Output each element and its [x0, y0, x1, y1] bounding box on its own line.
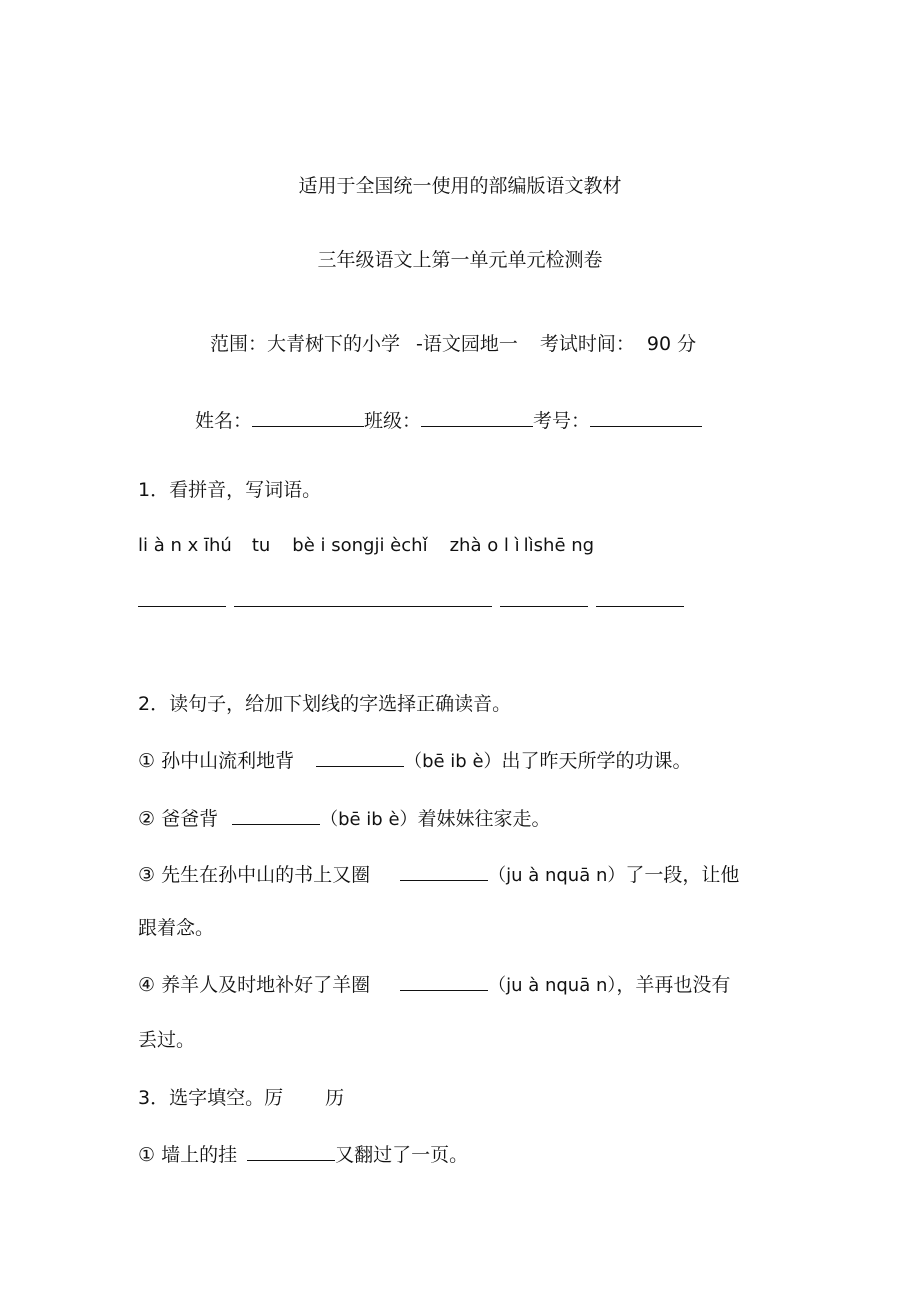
q1-title: 1．看拼音，写词语。	[138, 479, 322, 501]
name-blank[interactable]	[252, 408, 364, 427]
q1-pinyin	[138, 534, 594, 558]
q2-item2-options: （bē ib è）	[320, 809, 418, 830]
pinyin-5: ji è	[374, 535, 402, 556]
q2-item1-options: （bē ib è）	[404, 751, 502, 772]
q2-item4-blank[interactable]	[400, 972, 488, 991]
doc-subtitle: 三年级语文上第一单元单元检测卷	[317, 249, 603, 271]
pinyin-10: sh	[533, 535, 555, 556]
answer-blank-1[interactable]	[138, 606, 226, 607]
answer-blank-4[interactable]	[596, 606, 684, 607]
answer-blank-2[interactable]	[234, 606, 492, 607]
doc-title: 适用于全国统一使用的部编版语文教材	[298, 175, 622, 197]
q2-item-4	[138, 972, 730, 998]
name-label: 姓名：	[195, 410, 253, 432]
pinyin-2: hú	[208, 535, 232, 556]
q2-item3-cont: 跟着念。	[138, 917, 215, 939]
time-label: 考试时间：	[539, 333, 635, 355]
scope-label: 范围：大青树下的小学	[210, 333, 401, 355]
pinyin-4: bè i song	[292, 535, 375, 556]
q2-item-2	[138, 806, 551, 832]
pinyin-11: ē ng	[554, 535, 595, 556]
q2-item-3	[138, 862, 739, 888]
answer-blank-3[interactable]	[500, 606, 588, 607]
q2-item2-blank[interactable]	[232, 806, 320, 825]
q3-item-1	[138, 1142, 468, 1167]
q2-item3-text: ③ 先生在孙中山的书上又圈	[138, 864, 371, 886]
q3-item1-blank[interactable]	[247, 1142, 335, 1161]
class-label: 班级：	[364, 410, 422, 432]
q2-title: 2．读句子，给加下划线的字选择正确读音。	[138, 693, 512, 715]
scope-range: -语文园地一	[416, 333, 518, 355]
scope-line	[210, 332, 696, 356]
time-value: 90 分	[646, 333, 697, 355]
class-blank[interactable]	[421, 408, 533, 427]
q3-title-text: 3．选字填空。厉	[138, 1087, 284, 1109]
q2-item4-cont: 丢过。	[138, 1029, 196, 1051]
q3-item1-suffix: 又翻过了一页。	[335, 1144, 469, 1166]
id-blank[interactable]	[590, 408, 702, 427]
q3-option-2: 历	[325, 1087, 345, 1109]
pinyin-9: lì	[523, 535, 534, 556]
q2-item-1	[138, 748, 692, 774]
pinyin-7: zh	[449, 535, 471, 556]
pinyin-6: chǐ	[401, 535, 428, 556]
q2-item4-suffix: ，羊再也没有	[616, 974, 731, 996]
q2-item2-text: ② 爸爸背	[138, 808, 219, 830]
q2-item3-options: （ju à nquā n）	[488, 865, 626, 886]
q2-item3-blank[interactable]	[400, 862, 488, 881]
pinyin-1: li à n x ī	[138, 535, 209, 556]
q3-item1-text: ① 墙上的挂	[138, 1144, 238, 1166]
q2-item1-suffix: 出了昨天所学的功课。	[501, 750, 692, 772]
q2-item1-blank[interactable]	[316, 748, 404, 767]
student-info	[195, 408, 702, 433]
q2-item4-text: ④ 养羊人及时地补好了羊圈	[138, 974, 371, 996]
pinyin-3: tu	[251, 535, 271, 556]
q2-item3-suffix: 了一段，让他	[625, 864, 740, 886]
q2-item1-text: ① 孙中山流利地背	[138, 750, 295, 772]
q3-title	[138, 1086, 344, 1110]
q2-item4-options: （ju à nquā n）	[488, 975, 617, 996]
pinyin-8: à o l ì	[470, 535, 520, 556]
q2-item2-suffix: 着妹妹往家走。	[417, 808, 551, 830]
id-label: 考号：	[533, 410, 591, 432]
